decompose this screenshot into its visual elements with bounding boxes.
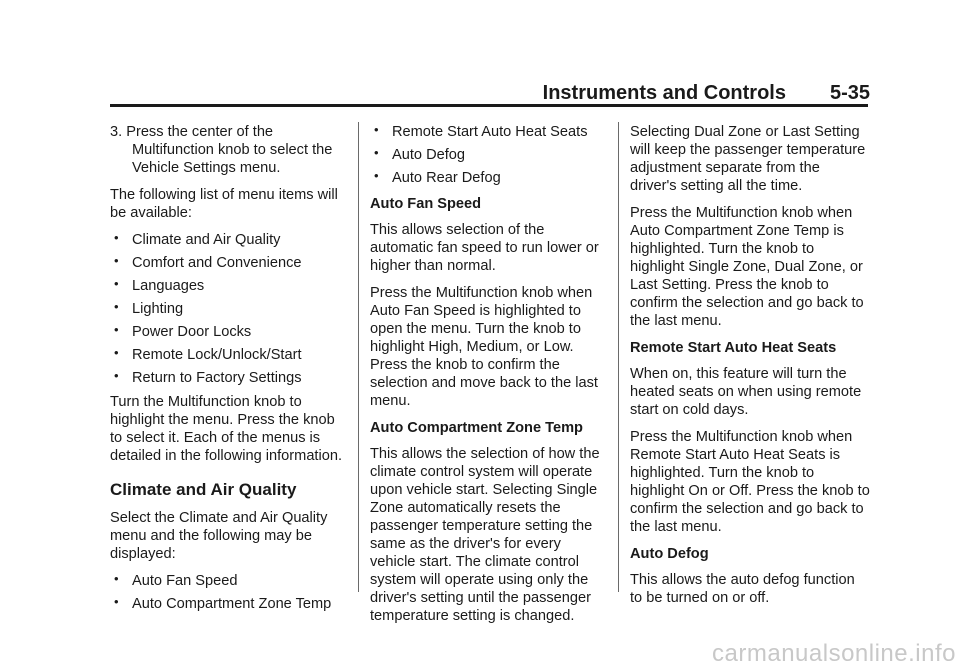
list-item: • Return to Factory Settings bbox=[114, 368, 302, 386]
column-divider-2 bbox=[618, 122, 619, 592]
column-2 bbox=[370, 123, 610, 634]
subheading-zone-temp: Auto Compartment Zone Temp bbox=[370, 420, 583, 436]
bullet-icon: • bbox=[114, 368, 119, 383]
section-heading: Climate and Air Quality bbox=[110, 480, 297, 499]
paragraph: Selecting Dual Zone or Last Setting will keep the passenger temperature adjustment separate from the driver's setting all the time. bbox=[630, 124, 866, 194]
paragraph: This allows the auto defog function to be turned on or off. bbox=[630, 572, 855, 606]
menu-intro: The following list of menu items will be available: bbox=[110, 187, 338, 221]
list-item: • Auto Rear Defog bbox=[374, 168, 501, 186]
bullet-icon: • bbox=[114, 594, 119, 609]
list-item: • Lighting bbox=[114, 299, 184, 317]
bullet-icon: • bbox=[114, 299, 119, 314]
list-item: • Comfort and Convenience bbox=[114, 253, 302, 271]
header-rule bbox=[110, 104, 868, 107]
section-title: Instruments and Controls bbox=[542, 82, 786, 104]
bullet-icon: • bbox=[374, 122, 379, 137]
subheading-fan-speed: Auto Fan Speed bbox=[370, 196, 482, 212]
paragraph: When on, this feature will turn the heated seats on when using remote start on cold days. bbox=[630, 366, 862, 418]
menu-list bbox=[110, 231, 350, 387]
paragraph: This allows selection of the automatic fan speed to run lower or higher than normal. bbox=[370, 222, 599, 274]
list-item: • Power Door Locks bbox=[114, 322, 252, 340]
section-intro: Select the Climate and Air Quality menu and the following may be displayed: bbox=[110, 510, 328, 562]
paragraph: This allows the selection of how the climate control system will operate upon vehicle start. Selecting Single Zone automatically resets the passenger temperature setting the same as the driver's for every vehicle start. The climate control system will operate using only the driver's setting until the passenger temperature setting is changed. bbox=[370, 446, 600, 624]
paragraph: Press the Multifunction knob when Remote Start Auto Heat Seats is highlighted. Turn the knob to highlight On or Off. Press the knob to confirm the selection and go back to the last menu. bbox=[630, 429, 870, 535]
bullet-icon: • bbox=[114, 276, 119, 291]
paragraph: Press the Multifunction knob when Auto Fan Speed is highlighted to open the menu. Turn the knob to highlight High, Medium, or Low. Press the knob to confirm the selection and move back to the last menu. bbox=[370, 285, 598, 409]
bullet-icon: • bbox=[374, 168, 379, 183]
bullet-icon: • bbox=[114, 322, 119, 337]
list-item: • Languages bbox=[114, 276, 205, 294]
list-item: • Auto Compartment Zone Temp bbox=[114, 594, 332, 612]
column-1 bbox=[110, 123, 350, 618]
column-3 bbox=[630, 123, 870, 616]
paragraph: Press the Multifunction knob when Auto Compartment Zone Temp is highlighted. Turn the knob to highlight Single Zone, Dual Zone, or Last Setting. Press the knob to confirm the selection and go back to the last menu. bbox=[630, 205, 864, 329]
list-item: • Remote Start Auto Heat Seats bbox=[374, 122, 588, 140]
subheading-heat-seats: Remote Start Auto Heat Seats bbox=[630, 340, 837, 356]
list-item: • Remote Lock/Unlock/Start bbox=[114, 345, 302, 363]
list-item: • Auto Fan Speed bbox=[114, 571, 238, 589]
list-item: • Auto Defog bbox=[374, 145, 466, 163]
subheading-auto-defog: Auto Defog bbox=[630, 546, 709, 562]
column-divider-1 bbox=[358, 122, 359, 592]
page-number: 5-35 bbox=[829, 82, 870, 104]
bullet-icon: • bbox=[114, 230, 119, 245]
list-item: • Climate and Air Quality bbox=[114, 230, 281, 248]
bullet-icon: • bbox=[114, 253, 119, 268]
bullet-icon: • bbox=[114, 571, 119, 586]
page-header bbox=[110, 80, 870, 106]
bullet-icon: • bbox=[114, 345, 119, 360]
turn-paragraph: Turn the Multifunction knob to highlight the menu. Press the knob to select it. Each of the menus is detailed in the following information. bbox=[110, 394, 343, 464]
bullet-icon: • bbox=[374, 145, 379, 160]
step-3: 3. Press the center of the Multifunction knob to select the Vehicle Settings menu. bbox=[110, 124, 333, 176]
watermark: carmanualsonline.info bbox=[712, 640, 956, 667]
